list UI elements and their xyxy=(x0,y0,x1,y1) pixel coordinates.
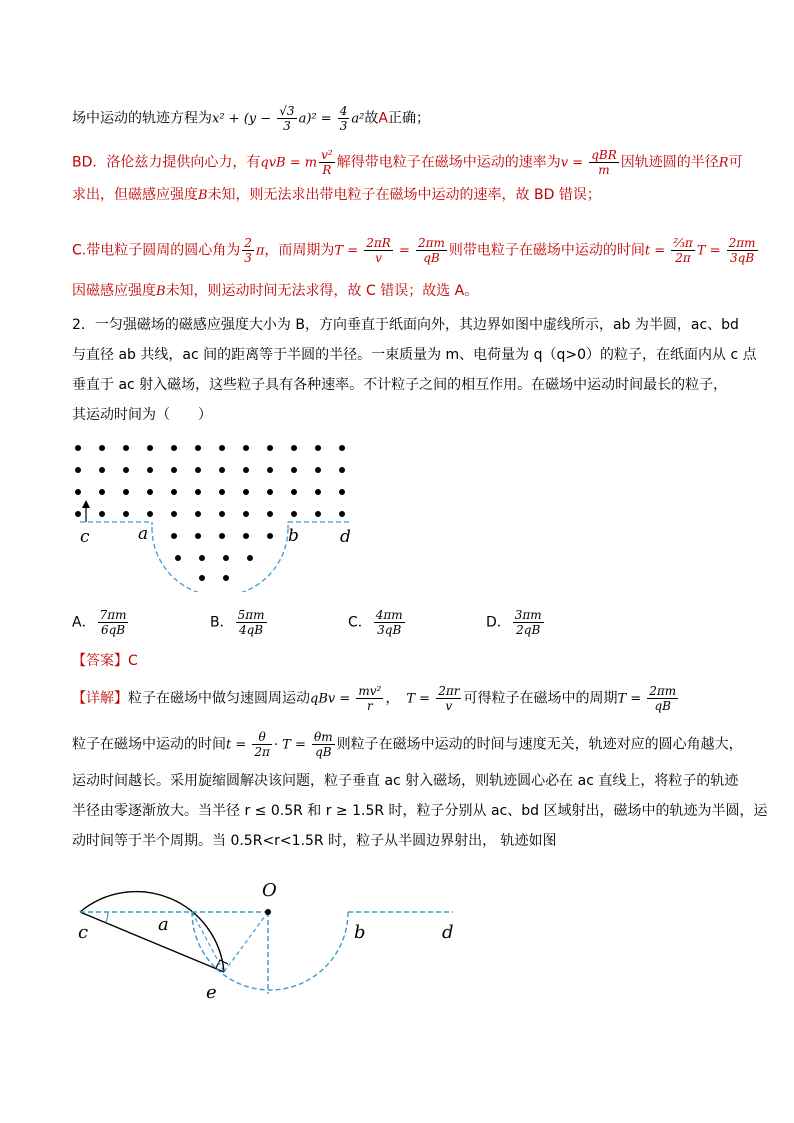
numerator: v² xyxy=(321,148,333,162)
fraction xyxy=(356,684,383,713)
field-dot xyxy=(243,467,249,473)
field-dots xyxy=(75,445,345,581)
field-dot xyxy=(219,445,225,451)
field-dot xyxy=(123,489,129,495)
dashed-ae xyxy=(192,912,224,972)
label-a: a xyxy=(138,524,149,544)
field-dot xyxy=(75,511,81,517)
field-dot xyxy=(315,489,321,495)
text: 故 xyxy=(364,110,379,127)
field-dot xyxy=(171,489,177,495)
equation: v = xyxy=(560,155,588,171)
solution-line-3 xyxy=(72,184,734,207)
numerator: mv² xyxy=(358,684,382,698)
text: ， xyxy=(385,690,393,707)
variable: π xyxy=(255,243,265,259)
label-o: O xyxy=(262,880,277,901)
field-dot xyxy=(171,511,177,517)
field-dot xyxy=(99,489,105,495)
field-dot xyxy=(195,467,201,473)
numerator: qBR xyxy=(591,148,617,162)
field-dot xyxy=(339,489,345,495)
variable: B xyxy=(198,188,208,203)
field-dot xyxy=(123,511,129,517)
angle-arc xyxy=(106,912,108,922)
denominator: qB xyxy=(423,251,440,265)
text: 未知，则运动时间无法求得，故 C 错误；故选 A。 xyxy=(165,283,479,299)
field-dot xyxy=(147,511,153,517)
question-line-2: 与直径 ab 共线，ac 间的距离等于半圆的半径。一束质量为 m、电荷量为 q（q>0）的粒子，在纸面内从 c 点 xyxy=(72,347,757,363)
fraction xyxy=(242,236,254,265)
field-dot xyxy=(315,445,321,451)
option-a[interactable] xyxy=(72,608,130,637)
question-line-4: 其运动时间为（ ） xyxy=(72,407,212,423)
text: 解得带电粒子在磁场中运动的速率为 xyxy=(336,154,561,171)
text: 则粒子在磁场中运动的时间与速度无关，轨迹对应的圆心角越大， xyxy=(336,736,743,753)
magnetic-field-figure xyxy=(60,432,370,592)
field-dot xyxy=(219,533,225,539)
center-point-o xyxy=(265,909,271,915)
numerator: 2πm xyxy=(649,684,677,698)
field-dot xyxy=(147,467,153,473)
field-dot xyxy=(219,467,225,473)
option-letter: A xyxy=(378,110,388,127)
answer-label: 【答案】 xyxy=(72,653,128,669)
fraction xyxy=(727,236,758,265)
numerator: θ xyxy=(252,730,272,745)
option-c[interactable] xyxy=(348,608,407,637)
numerator: ⅔π xyxy=(673,236,693,250)
field-dot xyxy=(219,489,225,495)
fraction xyxy=(338,104,350,133)
denominator: 2qB xyxy=(516,623,541,637)
text: 可得粒子在磁场中的周期 xyxy=(463,690,618,707)
text: 可 xyxy=(728,154,743,171)
solution-line-1 xyxy=(72,104,734,133)
equation: = xyxy=(394,243,414,259)
numerator: 4 xyxy=(339,104,348,118)
denominator: R xyxy=(322,163,332,177)
label-a: a xyxy=(158,914,169,935)
equation: T = xyxy=(406,691,435,707)
denominator: 2π xyxy=(254,745,270,759)
label-e: e xyxy=(206,982,217,1003)
numerator: 2 xyxy=(244,236,252,250)
text: BD．洛伦兹力提供向心力，有 xyxy=(72,154,261,171)
denominator: qB xyxy=(315,745,332,759)
field-dot xyxy=(171,533,177,539)
field-dot xyxy=(199,555,205,561)
question-line-3: 垂直于 ac 射入磁场，这些粒子具有各种速率。不计粒子之间的相互作用。在磁场中运动时间最长的粒子， xyxy=(72,377,728,393)
numerator: 2πr xyxy=(438,684,460,698)
right-angle-mark xyxy=(216,960,228,968)
field-dot xyxy=(291,489,297,495)
boundary-semicircle xyxy=(192,912,348,990)
text: C.带电粒子圆周的圆心角为 xyxy=(72,242,241,259)
detail-line-5: 动时间等于半个周期。当 0.5R<r<1.5R 时，粒子从半圆边界射出， 轨迹如图 xyxy=(72,833,557,849)
label-b: b xyxy=(354,922,366,943)
equation: qvB = m xyxy=(260,155,318,171)
field-dot xyxy=(267,533,273,539)
text: 场中运动的轨迹方程为 xyxy=(72,110,212,127)
fraction xyxy=(277,104,296,133)
field-dot xyxy=(223,555,229,561)
equation: a² xyxy=(351,111,365,127)
denominator: r xyxy=(367,699,373,713)
numerator: 3πm xyxy=(514,608,542,622)
field-dot xyxy=(147,445,153,451)
equation: t = xyxy=(226,737,251,753)
field-dot xyxy=(315,467,321,473)
equation: qBv = xyxy=(310,691,355,707)
fraction xyxy=(589,148,619,177)
fraction xyxy=(436,684,461,713)
field-dot xyxy=(75,445,81,451)
equation: T = xyxy=(696,243,725,259)
field-dot xyxy=(243,511,249,517)
numerator: 2πm xyxy=(728,236,756,250)
detail-line-1 xyxy=(72,684,734,713)
denominator: 2π xyxy=(675,251,691,265)
equation: a)² = xyxy=(298,111,336,127)
numerator: 7πm xyxy=(99,608,127,622)
equation: T = xyxy=(334,243,363,259)
option-b[interactable] xyxy=(210,608,269,637)
fraction xyxy=(647,684,678,713)
field-dot xyxy=(195,511,201,517)
solution-line-5 xyxy=(72,280,734,303)
denominator: 4qB xyxy=(238,623,264,637)
field-dot xyxy=(99,511,105,517)
variable: B xyxy=(156,284,166,299)
fraction xyxy=(319,148,335,177)
answer-value: C xyxy=(128,653,138,669)
option-letter: B． xyxy=(210,614,234,631)
equation: · T = xyxy=(273,737,311,753)
question-line-1: 2．一匀强磁场的磁感应强度大小为 B，方向垂直于纸面向外，其边界如图中虚线所示，ab 为半圆，ac、bd xyxy=(72,317,739,333)
dashed-oe xyxy=(224,912,268,972)
denominator: 3 xyxy=(339,119,348,133)
fraction xyxy=(236,608,267,637)
denominator: v xyxy=(445,699,453,713)
numerator: θm xyxy=(314,730,333,744)
detail-line-4: 半径由零逐渐放大。当半径 r ≤ 0.5R 和 r ≥ 1.5R 时，粒子分别从 ac、bd 区域射出，磁场中的轨迹为半圆，运 xyxy=(72,803,768,819)
denominator: qB xyxy=(654,699,671,713)
text: 因轨迹圆的半径 xyxy=(620,154,719,171)
numerator: 4πm xyxy=(375,608,403,622)
numerator: 2πR xyxy=(366,236,391,250)
text: 未知，则无法求出带电粒子在磁场中运动的速率，故 BD 错误； xyxy=(207,187,601,203)
field-dot xyxy=(199,575,205,581)
denominator: 3 xyxy=(244,251,252,265)
field-dot xyxy=(247,555,253,561)
field-dot xyxy=(175,555,181,561)
text: 求出，但磁感应强度 xyxy=(72,187,198,203)
field-dot xyxy=(195,489,201,495)
fraction xyxy=(416,236,447,265)
label-c: c xyxy=(80,527,90,547)
label-c: c xyxy=(78,922,89,943)
numerator: √3 xyxy=(279,104,295,118)
numerator: 2πm xyxy=(417,236,445,250)
field-dot xyxy=(147,489,153,495)
variable: R xyxy=(718,155,729,171)
solution-line-2 xyxy=(72,148,743,177)
options-row xyxy=(72,608,672,644)
fraction xyxy=(252,730,272,759)
field-dot xyxy=(267,445,273,451)
option-letter: D． xyxy=(486,614,511,631)
field-dot xyxy=(99,445,105,451)
field-dot xyxy=(339,467,345,473)
denominator: v xyxy=(375,251,382,265)
field-dot xyxy=(123,445,129,451)
answer-line xyxy=(72,650,734,672)
trajectory-figure xyxy=(68,870,478,1010)
equation: x² + (y − xyxy=(212,111,276,127)
detail-label: 【详解】 xyxy=(72,690,128,707)
field-dot xyxy=(219,511,225,517)
equation: T = xyxy=(617,691,646,707)
field-dot xyxy=(171,445,177,451)
field-dot xyxy=(267,489,273,495)
fraction xyxy=(364,236,393,265)
fraction xyxy=(671,236,695,265)
denominator: m xyxy=(598,163,610,177)
denominator: 6qB xyxy=(100,623,126,637)
field-dot xyxy=(291,445,297,451)
text: 粒子在磁场中运动的时间 xyxy=(72,736,226,753)
label-d: d xyxy=(442,922,454,943)
text: 正确； xyxy=(387,110,430,127)
fraction xyxy=(513,608,544,637)
label-b: b xyxy=(288,526,299,546)
denominator: 3qB xyxy=(730,251,755,265)
label-d: d xyxy=(340,527,351,547)
field-dot xyxy=(291,467,297,473)
arrow-head xyxy=(82,500,90,508)
field-dot xyxy=(339,511,345,517)
field-dot xyxy=(291,511,297,517)
field-dot xyxy=(339,445,345,451)
field-dot xyxy=(315,511,321,517)
field-dot xyxy=(243,533,249,539)
text: ，而周期为 xyxy=(264,242,335,259)
detail-line-3: 运动时间越长。采用旋缩圆解决该问题，粒子垂直 ac 射入磁场，则轨迹圆心必在 ac 直线上，将粒子的轨迹 xyxy=(72,773,739,789)
numerator: 5πm xyxy=(237,608,265,622)
option-letter: A． xyxy=(72,614,96,631)
field-dot xyxy=(171,467,177,473)
field-dot xyxy=(223,575,229,581)
field-dot xyxy=(195,445,201,451)
fraction xyxy=(374,608,405,637)
option-letter: C． xyxy=(348,614,372,631)
field-dot xyxy=(267,511,273,517)
field-dot xyxy=(123,467,129,473)
field-dot xyxy=(267,467,273,473)
field-dot xyxy=(243,489,249,495)
field-dot xyxy=(243,445,249,451)
field-dot xyxy=(195,533,201,539)
option-d[interactable] xyxy=(486,608,546,637)
denominator: 3 xyxy=(283,119,291,133)
field-dot xyxy=(99,467,105,473)
equation: t = xyxy=(644,243,670,259)
text: 因磁感应强度 xyxy=(72,283,156,299)
field-dot xyxy=(75,467,81,473)
text: 粒子在磁场中做匀速圆周运动 xyxy=(128,690,310,707)
denominator: 3qB xyxy=(377,623,402,637)
fraction xyxy=(98,608,129,637)
text: 则带电粒子在磁场中运动的时间 xyxy=(448,242,645,259)
field-dot xyxy=(75,489,81,495)
fraction xyxy=(312,730,335,759)
detail-line-2 xyxy=(72,730,743,759)
